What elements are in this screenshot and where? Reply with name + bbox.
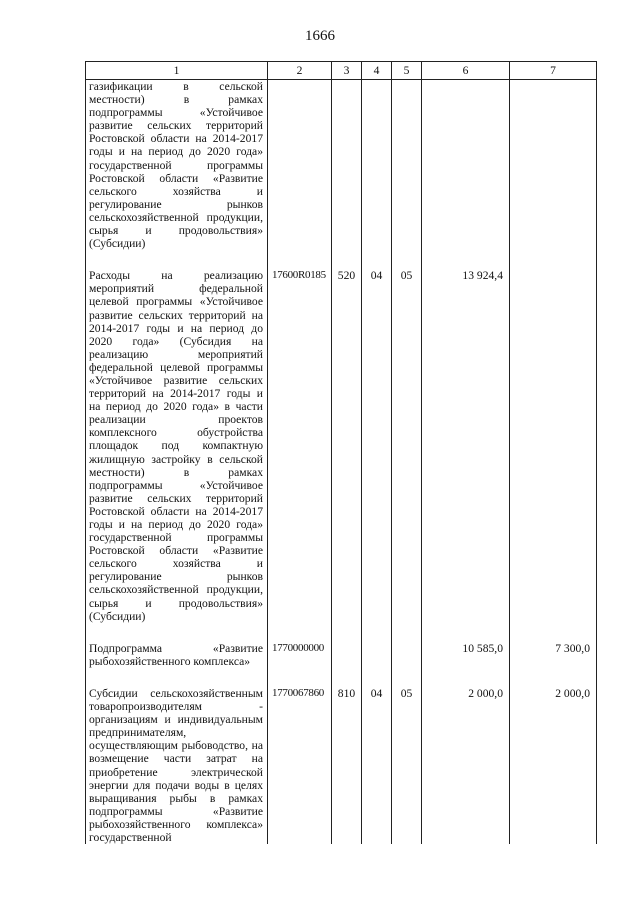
row-col4 [362, 642, 392, 668]
row-description: Расходы на реализацию мероприятий федеральной целевой программы «Устойчивое развитие сельских территорий на 2014-2017 годы и на период до 2020 года» (Субсидия на реализацию мероприятий федеральной целевой программы «Устойчивое развитие сельских территорий на 2014-2017 годы и на период до 2020 года» в части реализации проектов комплексного обустройства площадок под компактную жилищную застройку в сельской местности) в рамках подпрограммы «Устойчивое развитие сельских территорий Ростовской области на 2014-2017 годы и на период до 2020 года» государственной программы Ростовской области «Развитие сельского хозяйства и регулирование рынков сельскохозяйственной продукции, сырья и продовольствия» (Субсидии) [86, 269, 268, 623]
row-col5 [392, 80, 422, 251]
row-col5: 05 [392, 687, 422, 844]
row-description: Субсидии сельскохозяйственным товаропроизводителям - организациям и индивидуальным предпринимателям, осуществляющим рыбоводство, на возмещение части затрат на приобретение электрической энергии для подачи воды в целях выращивания рыбы в рамках подпрограммы «Развитие рыбохозяйственного комплекса» государственной [86, 687, 268, 844]
column-header-2: 2 [268, 62, 332, 80]
row-col4 [362, 80, 392, 251]
column-header-1: 1 [86, 62, 268, 80]
column-header-4: 4 [362, 62, 392, 80]
row-spacer [86, 250, 597, 269]
column-number-row [86, 62, 597, 80]
column-header-3: 3 [332, 62, 362, 80]
row-col6: 13 924,4 [422, 269, 510, 623]
row-col6 [422, 80, 510, 251]
row-spacer [86, 668, 597, 687]
column-header-5: 5 [392, 62, 422, 80]
row-description: Подпрограмма «Развитие рыбохозяйственного комплекса» [86, 642, 268, 668]
row-spacer [86, 623, 597, 642]
column-header-6: 6 [422, 62, 510, 80]
table-row [86, 80, 597, 251]
row-col3 [332, 642, 362, 668]
row-description: газификации в сельской местности) в рамках подпрограммы «Устойчивое развитие сельских территорий Ростовской области на 2014-2017 годы и на период до 2020 года» государственной программы Ростовской области «Развитие сельского хозяйства и регулирование рынков сельскохозяйственной продукции, сырья и продовольствия» (Субсидии) [86, 80, 268, 251]
row-col6: 10 585,0 [422, 642, 510, 668]
row-col4: 04 [362, 269, 392, 623]
row-code: 1770067860 [268, 687, 332, 844]
row-col7: 7 300,0 [510, 642, 597, 668]
row-code: 17600R0185 [268, 269, 332, 623]
row-col7 [510, 80, 597, 251]
row-col5 [392, 642, 422, 668]
column-header-7: 7 [510, 62, 597, 80]
row-col6: 2 000,0 [422, 687, 510, 844]
table-row [86, 269, 597, 623]
row-col7 [510, 269, 597, 623]
row-col4: 04 [362, 687, 392, 844]
row-col3: 520 [332, 269, 362, 623]
page-number: 1666 [305, 28, 335, 44]
table-row [86, 642, 597, 668]
row-col3: 810 [332, 687, 362, 844]
row-col3 [332, 80, 362, 251]
row-code [268, 80, 332, 251]
table-row [86, 687, 597, 844]
row-col7: 2 000,0 [510, 687, 597, 844]
budget-table [85, 61, 597, 844]
row-col5: 05 [392, 269, 422, 623]
row-code: 1770000000 [268, 642, 332, 668]
